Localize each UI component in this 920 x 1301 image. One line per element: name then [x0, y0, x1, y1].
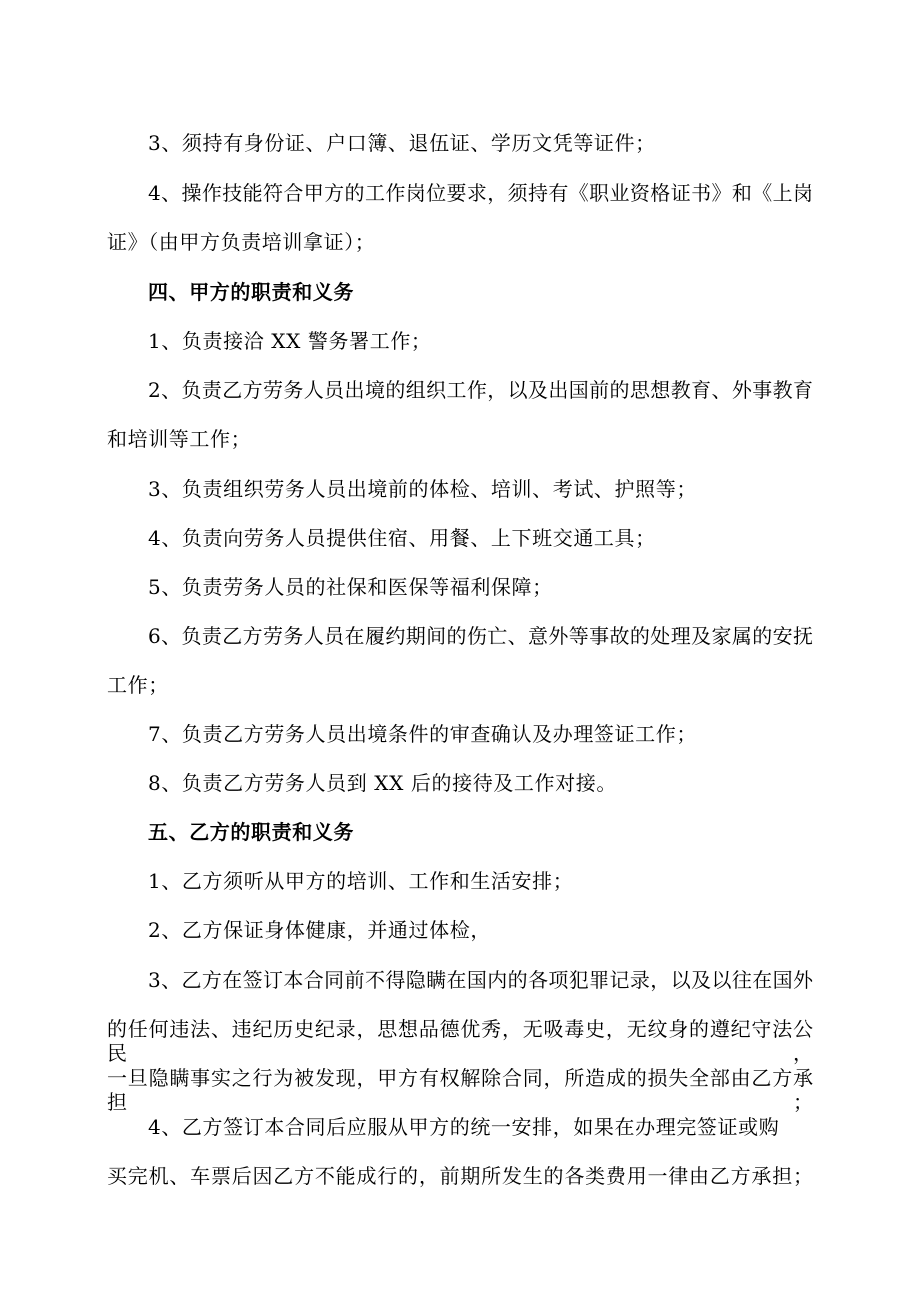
section3-item3: 3、须持有身份证、户口簿、退伍证、学历文凭等证件； — [148, 131, 656, 155]
section4-item2-line1: 2、负责乙方劳务人员出境的组织工作，以及出国前的思想教育、外事教育 — [148, 378, 813, 402]
section4-item8: 8、负责乙方劳务人员到 XX 后的接待及工作对接。 — [148, 771, 617, 795]
section4-item6-line1: 6、负责乙方劳务人员在履约期间的伤亡、意外等事故的处理及家属的安抚 — [148, 624, 813, 648]
section5-item3-line1: 3、乙方在签订本合同前不得隐瞒在国内的各项犯罪记录，以及以往在国外 — [148, 968, 813, 992]
section4-item4: 4、负责向劳务人员提供住宿、用餐、上下班交通工具； — [148, 526, 656, 550]
section5-item3-line2: 的任何违法、违纪历史纪录，思想品德优秀，无吸毒史，无纹身的遵纪守法公民， — [107, 1017, 813, 1065]
section5-item1: 1、乙方须听从甲方的培训、工作和生活安排； — [148, 869, 574, 893]
section4-item7: 7、负责乙方劳务人员出境条件的审查确认及办理签证工作； — [148, 722, 697, 746]
section5-item4-line2: 买完机、车票后因乙方不能成行的，前期所发生的各类费用一律由乙方承担； — [107, 1164, 813, 1188]
section5-item2: 2、乙方保证身体健康，并通过体检， — [148, 918, 491, 942]
section4-item6-line2: 工作； — [107, 673, 169, 697]
section5-heading: 五、乙方的职责和义务 — [148, 820, 354, 844]
section4-heading: 四、甲方的职责和义务 — [148, 280, 354, 304]
section5-item3-line3: 一旦隐瞒事实之行为被发现，甲方有权解除合同，所造成的损失全部由乙方承担； — [107, 1066, 813, 1114]
section4-item5: 5、负责劳务人员的社保和医保等福利保障； — [148, 575, 553, 599]
section4-item1: 1、负责接洽 XX 警务署工作； — [148, 329, 432, 353]
section4-item2-line2: 和培训等工作； — [107, 427, 252, 451]
section3-item4-line2: 证》（由甲方负责培训拿证）； — [107, 230, 376, 254]
section4-item3: 3、负责组织劳务人员出境前的体检、培训、考试、护照等； — [148, 477, 697, 501]
section5-item4-line1: 4、乙方签订本合同后应服从甲方的统一安排，如果在办理完签证或购 — [148, 1115, 780, 1139]
section3-item4-line1: 4、操作技能符合甲方的工作岗位要求，须持有《职业资格证书》和《上岗 — [148, 181, 813, 205]
